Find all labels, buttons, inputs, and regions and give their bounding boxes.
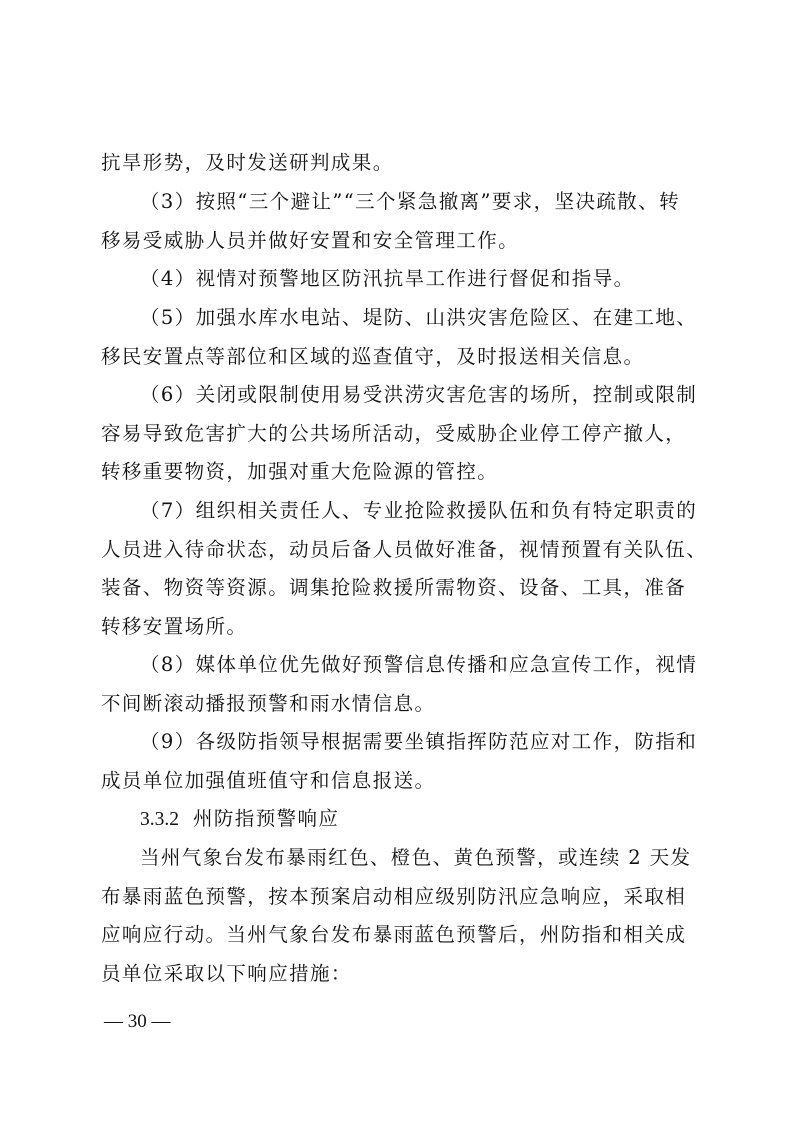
text-line: 转移重要物资，加强对重大危险源的管控。 (101, 460, 499, 483)
text-line: 抗旱形势，及时发送研判成果。 (101, 151, 394, 174)
text-line: 不间断滚动播报预警和雨水情信息。 (101, 691, 436, 715)
text-line: 转移安置场所。 (101, 614, 248, 638)
text-line: 当州气象台发布暴雨红色、橙色、黄色预警，或连续 2 天发 (140, 846, 692, 869)
text-line: 容易导致危害扩大的公共场所活动，受威胁企业停工停产撤人， (101, 421, 687, 445)
paragraph-item-4 (101, 260, 691, 299)
text-line: 移易受威胁人员并做好安置和安全管理工作。 (101, 228, 520, 252)
paragraph-item-5 (101, 299, 698, 376)
text-line: （8）媒体单位优先做好预警信息传播和应急宣传工作，视情 (140, 653, 698, 676)
text-line: 布暴雨蓝色预警，按本预案启动相应级别防汛应急响应，采取相 (101, 884, 687, 908)
text-line: 移民安置点等部位和区域的巡查值守，及时报送相关信息。 (101, 344, 645, 368)
text-line: 人员进入待命状态，动员后备人员做好准备，视情预置有关队伍、 (101, 537, 708, 561)
section-title: 州防指预警响应 (193, 807, 340, 830)
section-number: 3.3.2 (140, 809, 179, 830)
text-line: （9）各级防指领导根据需要坐镇指挥防范应对工作，防指和 (140, 730, 698, 753)
text-line: （7）组织相关责任人、专业抢险救援队伍和负有特定职责的 (140, 499, 698, 522)
paragraph-item-7 (101, 492, 708, 646)
paragraph-item-6 (101, 376, 698, 492)
text-line: （6）关闭或限制使用易受洪涝灾害危害的场所，控制或限制 (140, 383, 698, 406)
paragraph-continuation (101, 144, 691, 183)
paragraph-response (101, 839, 691, 993)
paragraph-item-8 (101, 646, 698, 723)
page-number: — 30 — (104, 1011, 171, 1032)
text-line: （3）按照“三个避让”“三个紧急撤离”要求，坚决疏散、转 (140, 190, 680, 213)
text-line: 装备、物资等资源。调集抢险救援所需物资、设备、工具，准备 (101, 576, 687, 599)
text-line: （4）视情对预警地区防汛抗旱工作进行督促和指导。 (140, 267, 635, 290)
text-line: 员单位采取以下响应措施： (101, 961, 352, 985)
text-line: （5）加强水库水电站、堤防、山洪灾害危险区、在建工地、 (140, 306, 698, 329)
text-line: 应响应行动。当州气象台发布暴雨蓝色预警后，州防指和相关成 (101, 923, 687, 946)
paragraph-item-3 (101, 183, 691, 260)
paragraph-item-9 (101, 723, 698, 800)
section-heading (140, 800, 339, 840)
text-line: 成员单位加强值班值守和信息报送。 (101, 768, 436, 792)
